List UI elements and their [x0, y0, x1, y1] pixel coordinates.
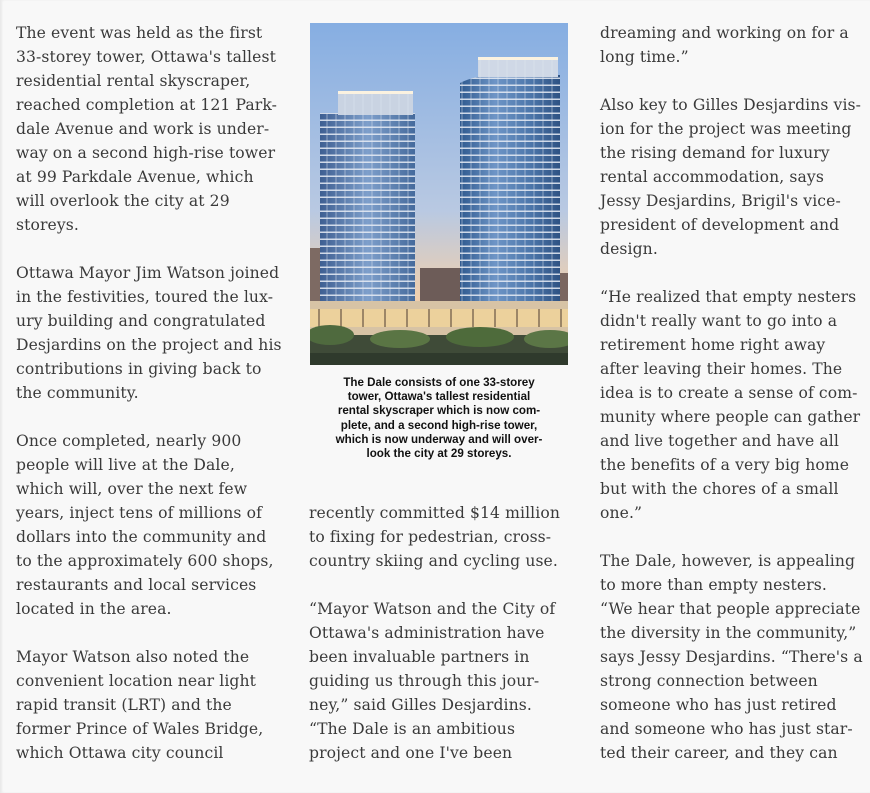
photo-caption	[308, 376, 570, 461]
text-line: storeys.	[16, 216, 79, 234]
text-line: but with the chores of a small	[600, 480, 839, 498]
text-line: Once completed, nearly 900	[16, 432, 242, 450]
text-line: Mayor Watson also noted the	[16, 648, 250, 666]
text-line: strong connection between	[600, 672, 818, 690]
text-line: 33-storey tower, Ottawa's tallest	[16, 48, 276, 66]
text-line: dollars into the community and	[16, 528, 267, 546]
text-line: someone who has just retired	[600, 696, 837, 714]
text-line: reached completion at 121 Park-	[16, 96, 277, 114]
text-line: rental accommodation, says	[600, 168, 824, 186]
text-line: restaurants and local services	[16, 576, 257, 594]
caption-line: tower, Ottawa's tallest residential	[347, 390, 531, 404]
article-paragraph	[600, 21, 862, 69]
article-paragraph	[16, 645, 291, 765]
caption-line: rental skyscraper which is now com-	[337, 404, 541, 418]
text-line: former Prince of Wales Bridge,	[16, 720, 264, 738]
text-line: The Dale, however, is appealing	[600, 552, 856, 570]
text-line: and live together and have all	[600, 432, 839, 450]
text-line: long time.”	[600, 48, 689, 66]
text-line: ion for the project was meeting	[600, 120, 852, 138]
text-line: didn't really want to go into a	[600, 312, 838, 330]
article-paragraph	[16, 429, 291, 621]
text-line: way on a second high-rise tower	[16, 144, 276, 162]
article-paragraph	[309, 597, 571, 765]
text-line: to more than empty nesters.	[600, 576, 827, 594]
text-line: ted their career, and they can	[600, 744, 838, 762]
text-line: which Ottawa city council	[16, 744, 224, 762]
article-paragraph	[600, 549, 862, 765]
text-line: recently committed $14 million	[309, 504, 560, 522]
building-photo	[310, 23, 568, 365]
left-tower	[320, 91, 415, 323]
text-line: retirement home right away	[600, 336, 826, 354]
text-line: country skiing and cycling use.	[309, 552, 558, 570]
article-paragraph	[16, 261, 291, 405]
text-line: Desjardins on the project and his	[16, 336, 282, 354]
article-paragraph	[600, 93, 862, 261]
article-paragraph	[16, 21, 291, 237]
text-line: idea is to create a sense of com-	[600, 384, 858, 402]
right-tower	[460, 57, 560, 303]
text-line: “He realized that empty nesters	[600, 288, 857, 306]
text-line: Ottawa Mayor Jim Watson joined	[16, 264, 280, 282]
text-line: ney,” said Gilles Desjardins.	[309, 696, 532, 714]
text-line: which will, over the next few	[16, 480, 248, 498]
text-line: “The Dale is an ambitious	[309, 720, 516, 738]
caption-line: look the city at 29 storeys.	[366, 447, 512, 461]
text-line: guiding us through this jour-	[309, 672, 540, 690]
article-column-2	[309, 501, 571, 765]
article-column-3	[600, 21, 862, 765]
text-line: “Mayor Watson and the City of	[309, 600, 556, 618]
text-line: Ottawa's administration have	[309, 624, 545, 642]
text-line: the rising demand for luxury	[600, 144, 830, 162]
text-line: The event was held as the first	[16, 24, 263, 42]
text-line: ury building and congratulated	[16, 312, 266, 330]
text-line: convenient location near light	[16, 672, 257, 690]
text-line: located in the area.	[16, 600, 172, 618]
text-line: design.	[600, 240, 658, 258]
text-line: munity where people can gather	[600, 408, 861, 426]
text-line: dreaming and working on for a	[600, 24, 849, 42]
text-line: after leaving their homes. The	[600, 360, 843, 378]
text-line: contributions in giving back to	[16, 360, 262, 378]
text-line: dale Avenue and work is under-	[16, 120, 270, 138]
article-column-1	[16, 21, 291, 765]
text-line: “We hear that people appreciate	[600, 600, 861, 618]
caption-line: The Dale consists of one 33-storey	[343, 376, 535, 389]
text-line: to fixing for pedestrian, cross-	[309, 528, 552, 546]
text-line: president of development and	[600, 216, 840, 234]
text-line: Also key to Gilles Desjardins vis-	[600, 96, 862, 114]
text-line: at 99 Parkdale Avenue, which	[16, 168, 254, 186]
text-line: one.”	[600, 504, 643, 522]
text-line: years, inject tens of millions of	[16, 504, 262, 522]
text-line: project and one I've been	[309, 744, 513, 762]
caption-line: which is now underway and will over-	[335, 432, 543, 446]
text-line: in the festivities, toured the lux-	[16, 288, 274, 306]
text-line: residential rental skyscraper,	[16, 72, 251, 90]
text-line: and someone who has just star-	[600, 720, 853, 738]
text-line: the benefits of a very big home	[600, 456, 850, 474]
article-paragraph	[600, 285, 862, 525]
text-line: the community.	[16, 384, 139, 402]
text-line: Jessy Desjardins, Brigil's vice-	[600, 192, 841, 210]
text-line: the diversity in the community,”	[600, 624, 857, 642]
text-line: rapid transit (LRT) and the	[16, 696, 232, 714]
text-line: been invaluable partners in	[309, 648, 530, 666]
text-line: to the approximately 600 shops,	[16, 552, 274, 570]
article-paragraph	[309, 501, 571, 573]
caption-line: plete, and a second high-rise tower,	[340, 418, 538, 432]
text-line: says Jessy Desjardins. “There's a	[600, 648, 863, 666]
text-line: will overlook the city at 29	[16, 192, 230, 210]
text-line: people will live at the Dale,	[16, 456, 235, 474]
